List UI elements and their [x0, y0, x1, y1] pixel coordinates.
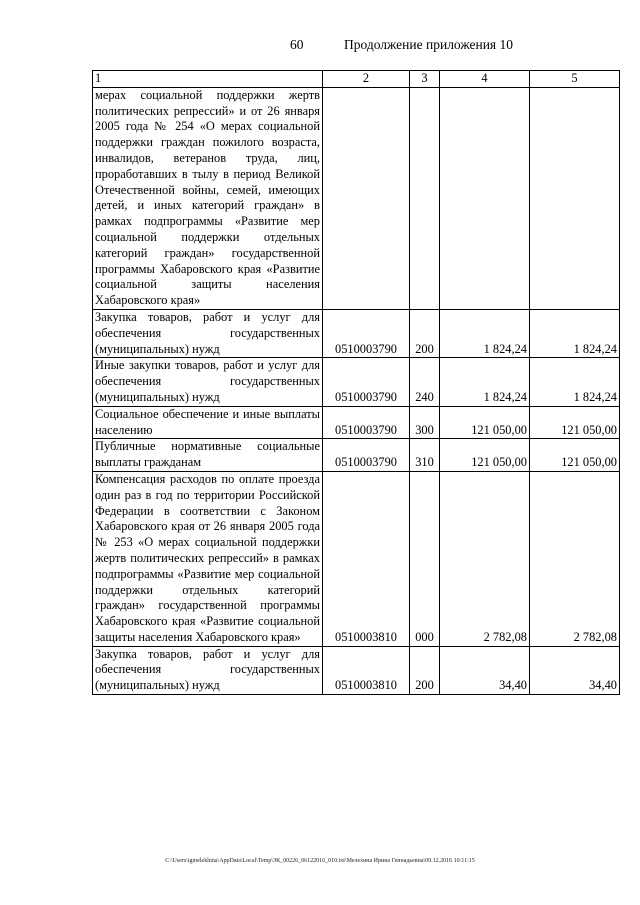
row-amount-1: 1 824,24	[440, 309, 530, 357]
appendix-continuation-title: Продолжение приложения 10	[344, 37, 514, 52]
row-target-code: 0510003790	[323, 358, 410, 406]
table-row	[93, 439, 620, 472]
row-amount-2: 1 824,24	[530, 309, 620, 357]
table-row	[93, 87, 620, 309]
row-amount-2: 1 824,24	[530, 358, 620, 406]
row-amount-2: 121 050,00	[530, 439, 620, 472]
column-header-4: 4	[440, 71, 530, 88]
page-number: 60	[290, 37, 304, 52]
table-row	[93, 471, 620, 646]
row-description: Закупка товаров, работ и услуг для обеспечения государственных (муниципальных) нужд	[93, 646, 323, 694]
column-header-3: 3	[410, 71, 440, 88]
row-amount-2: 2 782,08	[530, 471, 620, 646]
row-description: Иные закупки товаров, работ и услуг для обеспечения государственных (муниципальных) нужд	[93, 358, 323, 406]
row-target-code: 0510003810	[323, 646, 410, 694]
table-row	[93, 358, 620, 406]
row-amount-1: 1 824,24	[440, 358, 530, 406]
column-header-5: 5	[530, 71, 620, 88]
row-target-code	[323, 87, 410, 309]
row-expense-type: 240	[410, 358, 440, 406]
table-row	[93, 646, 620, 694]
column-header-2: 2	[323, 71, 410, 88]
column-header-1: 1	[93, 71, 323, 88]
row-expense-type	[410, 87, 440, 309]
table-row	[93, 309, 620, 357]
row-expense-type: 310	[410, 439, 440, 472]
row-amount-1: 2 782,08	[440, 471, 530, 646]
row-expense-type: 200	[410, 646, 440, 694]
row-target-code: 0510003810	[323, 471, 410, 646]
row-amount-2	[530, 87, 620, 309]
row-expense-type: 200	[410, 309, 440, 357]
row-expense-type: 000	[410, 471, 440, 646]
row-amount-1	[440, 87, 530, 309]
row-amount-2: 34,40	[530, 646, 620, 694]
row-description: мерах социальной поддержки жертв политических репрессий» и от 26 января 2005 года № 254 «О мерах социальной поддержки граждан пожилого возраста, инвалидов, ветеранов труда, лиц, проработавших в тылу в период Великой Отечественной войны, семей, имеющих детей, и иных категорий граждан» в рамках подпрограммы «Развитие мер социальной поддержки отдельных категорий граждан» государственной программы Хабаровского края «Развитие социальной защиты населения Хабаровского края»	[93, 87, 323, 309]
row-amount-1: 34,40	[440, 646, 530, 694]
row-amount-2: 121 050,00	[530, 406, 620, 439]
footer-file-path: C:\Users\igmelekhina\AppData\Local\Temp\ЗК_00226_06122016_010.txt\Мелехина Ирина Геннадьевна\09.12.2016 10:11:15	[165, 858, 475, 864]
row-target-code: 0510003790	[323, 406, 410, 439]
row-description: Компенсация расходов по оплате проезда один раз в год по территории Российской Федерации в соответствии с Законом Хабаровского края от 26 января 2005 года № 253 «О мерах социальной поддержки жертв политических репрессий» в рамках подпрограммы «Развитие мер социальной поддержки отдельных категорий граждан» государственной программы Хабаровского края «Развитие социальной защиты населения Хабаровского края»	[93, 471, 323, 646]
row-description: Социальное обеспечение и иные выплаты населению	[93, 406, 323, 439]
table-row	[93, 406, 620, 439]
table-header-row	[93, 71, 620, 88]
row-description: Закупка товаров, работ и услуг для обеспечения государственных (муниципальных) нужд	[93, 309, 323, 357]
row-target-code: 0510003790	[323, 309, 410, 357]
row-description: Публичные нормативные социальные выплаты гражданам	[93, 439, 323, 472]
page-header	[0, 37, 640, 57]
row-expense-type: 300	[410, 406, 440, 439]
budget-table	[92, 70, 620, 695]
row-amount-1: 121 050,00	[440, 439, 530, 472]
row-target-code: 0510003790	[323, 439, 410, 472]
row-amount-1: 121 050,00	[440, 406, 530, 439]
